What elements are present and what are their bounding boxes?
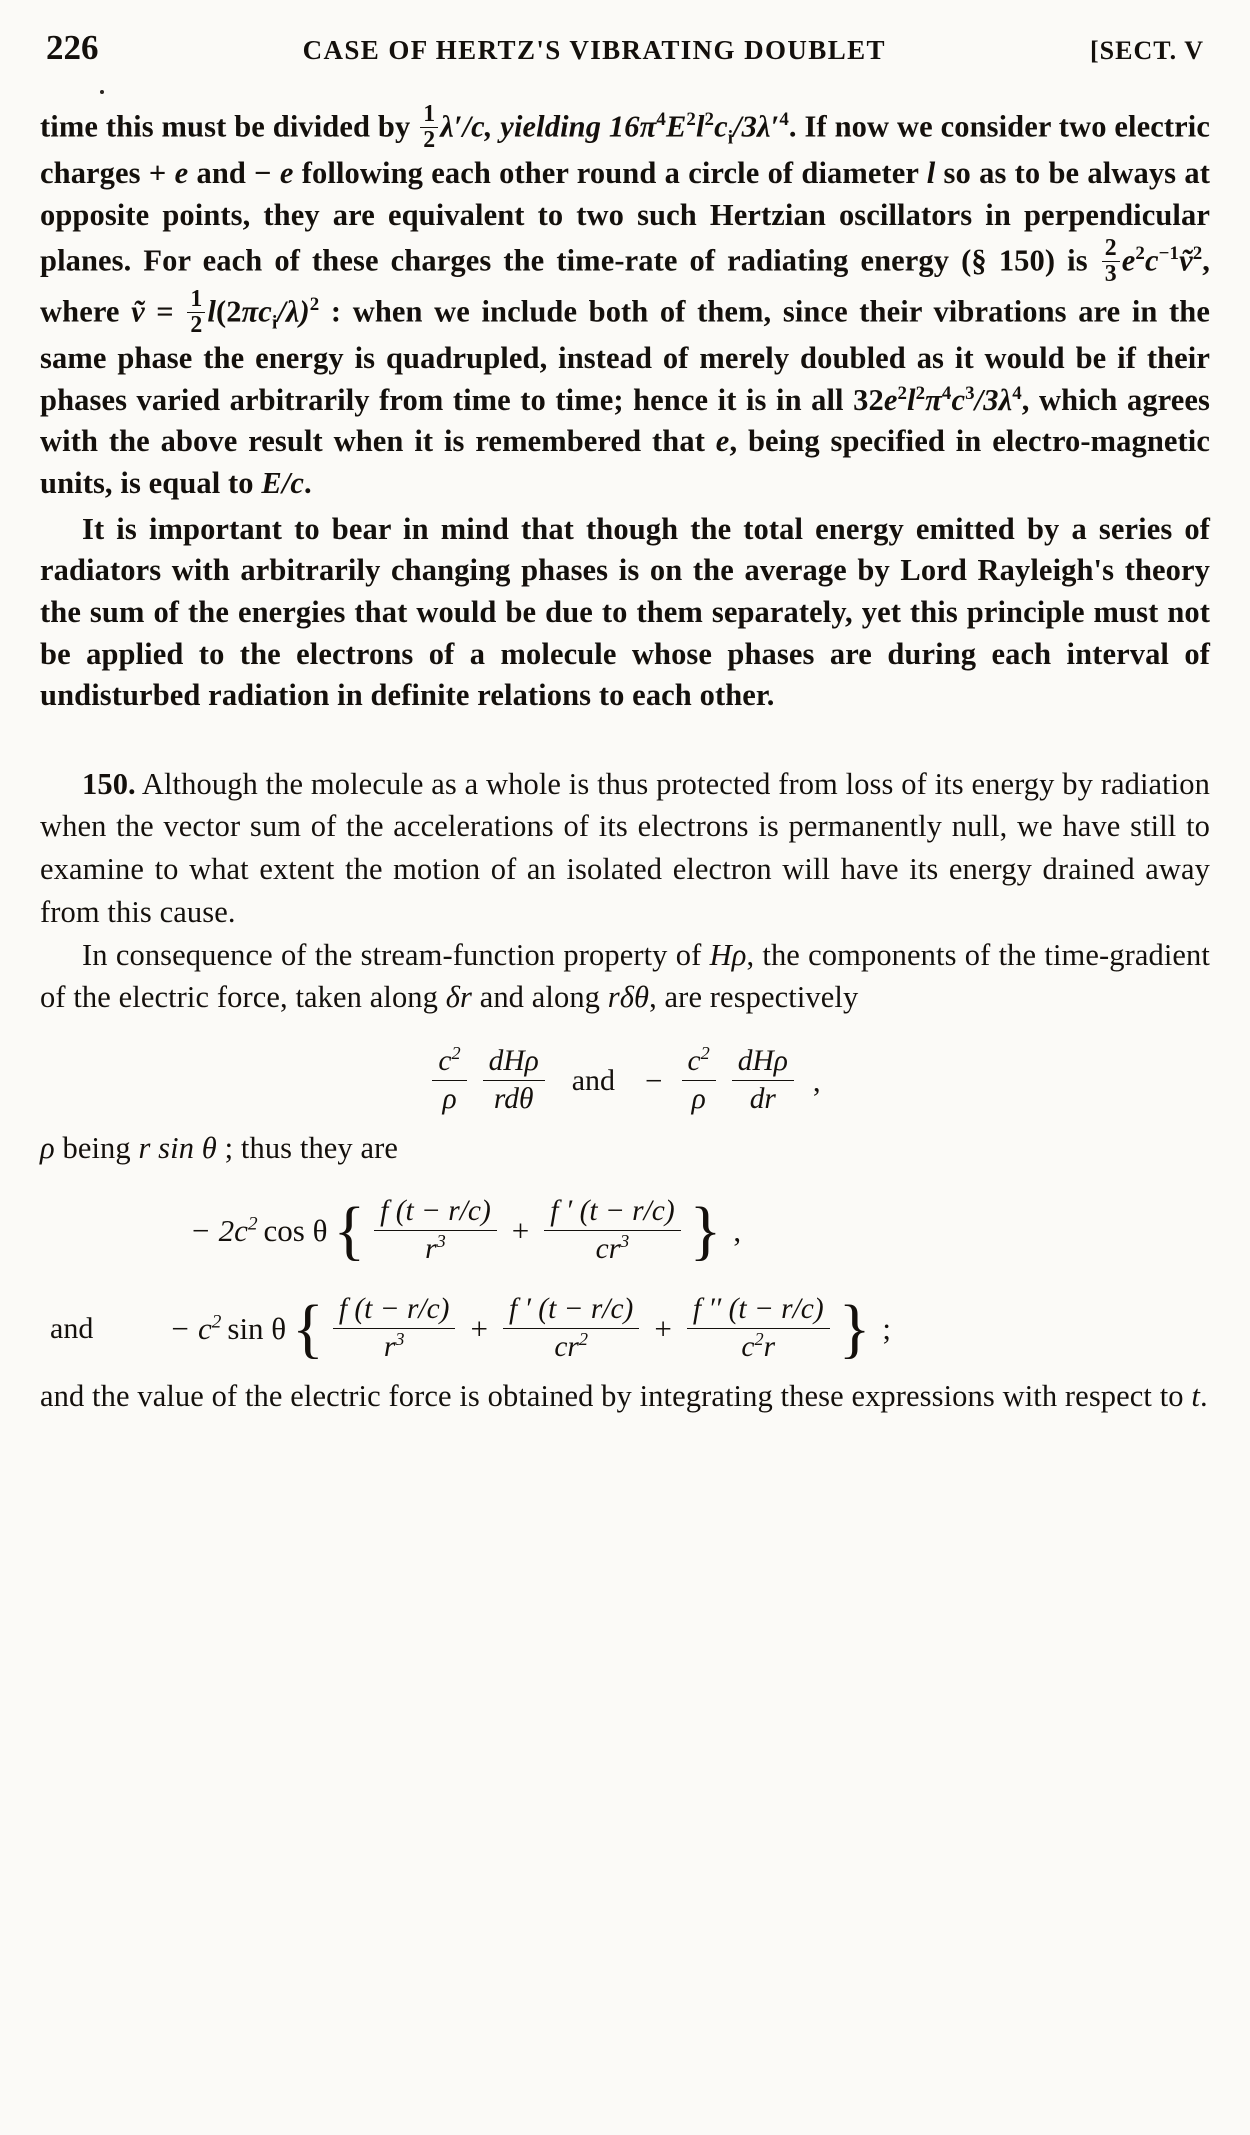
p4-r-delta-theta: rδθ (607, 980, 650, 1015)
p4-seg-2: , the components of the time-gradient of the electric force, taken along (40, 937, 1210, 1015)
running-title: CASE OF HERTZ'S VIBRATING DOUBLET (302, 35, 886, 65)
frac-denominator (544, 1230, 680, 1267)
p1-e3: e (1121, 243, 1136, 278)
eq2-lead (190, 1213, 258, 1249)
eq3-term-2 (503, 1293, 639, 1365)
eq2-lead-text: − 2c (190, 1213, 248, 1249)
eq1-term-c2-rho-b (682, 1045, 716, 1117)
frac-numerator: f ′′ (t − r/c) (692, 1293, 824, 1326)
p1-c: c (714, 109, 728, 144)
eq3-lead (169, 1311, 221, 1347)
eq1-c: c (438, 1044, 452, 1077)
p1-l3: l (207, 294, 216, 329)
p5-seg-1: being (54, 1130, 139, 1165)
eq1-c-exp: 2 (451, 1043, 461, 1064)
p1-pi3: π (925, 382, 942, 417)
eq1-tail: , (812, 1062, 821, 1098)
p1-seg-4: . If now we consider two electric charges + (40, 109, 1210, 190)
equation-2-row (40, 1195, 1210, 1267)
eq1-connector: and (571, 1063, 616, 1097)
eq2-t1-den-exp: 3 (436, 1231, 446, 1252)
eq3-t3-den-base: c (741, 1330, 755, 1363)
p1-c4: c (258, 294, 272, 329)
p1-e4-exp: 2 (897, 382, 908, 404)
eq1-term-c2-rho (432, 1045, 466, 1117)
p1-eq: = (144, 294, 186, 329)
fraction-one-half (420, 102, 438, 153)
eq3-lead-exp: 2 (211, 1311, 222, 1333)
p1-seg-6: following each other round a circle of diameter (293, 155, 927, 190)
p1-seg-14: . (304, 466, 312, 501)
p1-sub-i2: i (271, 312, 278, 334)
page-content (40, 28, 1210, 1417)
frac-denominator (503, 1328, 639, 1365)
eq2-brace-open: { (333, 1194, 366, 1268)
p5-seg-2: ; thus they are (216, 1130, 399, 1165)
p5-rsintheta: r sin θ (138, 1130, 217, 1165)
equation-1 (40, 1045, 1210, 1117)
eq1-term-dHrho-dr (732, 1045, 794, 1117)
p1-pi3-exp: 4 (941, 382, 952, 404)
p1-e3-exp: 2 (1135, 243, 1145, 265)
eq1-c-b: c (687, 1044, 701, 1077)
p1-seg-13: , being specified in electro-magnetic units, is equal to (40, 424, 1211, 501)
p1-sub-i: i (727, 127, 734, 149)
frac-numerator: 2 (1104, 235, 1117, 262)
p1-Ec: E/c (261, 466, 305, 501)
frac-numerator: f ′ (t − r/c) (550, 1195, 675, 1228)
eq3-t1-den-base: r (383, 1330, 396, 1363)
eq2-term-1 (374, 1195, 497, 1267)
frac-denominator: 3 (1102, 261, 1120, 287)
p1-c5-exp: 3 (965, 382, 975, 404)
p5-rho: ρ (40, 1130, 55, 1165)
paragraph-6 (40, 1375, 1210, 1418)
p1-lambda3-exp: 4 (1012, 382, 1022, 404)
p1-seg-9: (2 (215, 294, 242, 329)
p4-seg-4: , are respectively (649, 980, 859, 1015)
p1-seg-2: λ′/c, yielding 16 (440, 109, 640, 144)
eq1-term-dHrho-rdtheta (483, 1045, 545, 1117)
frac-numerator: f (t − r/c) (338, 1293, 450, 1326)
p1-vdot-exp: 2 (1192, 243, 1203, 265)
p1-e2: e (279, 155, 294, 190)
section-body: Although the molecule as a whole is thus protected from loss of its energy by radiation when the vector sum of the accelerations of its electrons is permanently null, we have still to examine to what extent the motion of an isolated electron will have its energy drained away from this cause. (40, 766, 1210, 929)
eq3-t1-den-exp: 3 (395, 1329, 405, 1350)
eq3-term-3 (687, 1293, 830, 1365)
p1-exp2b: 2 (309, 294, 320, 316)
eq3-lead-word: and (50, 1311, 94, 1345)
p1-lambda2: /λ) (277, 294, 310, 329)
eq2-plus: + (511, 1213, 530, 1249)
eq3-sin: sin θ (227, 1310, 287, 1346)
frac-denominator: 2 (187, 312, 205, 338)
frac-denominator: 2 (420, 127, 438, 153)
frac-denominator: ρ (432, 1080, 466, 1117)
frac-denominator: ρ (682, 1080, 716, 1117)
p1-seg-10: : when we include both of them, since their vibrations are in the same phase the energy is quadrupled, instead of merely doubled as it would be if their phases varied arbitrarily from time to time; hence it is in all 32 (40, 294, 1210, 417)
eq1-minus: − (645, 1062, 663, 1098)
p1-pi2: π (241, 294, 259, 329)
frac-denominator (687, 1328, 830, 1365)
p1-seg-12: , which agrees with the above result when it is remembered that (40, 382, 1210, 459)
p1-seg-1: time this must be divided by (40, 109, 419, 144)
eq2-lead-exp: 2 (247, 1213, 258, 1235)
frac-numerator: dHρ (737, 1044, 788, 1077)
frac-numerator (682, 1045, 716, 1080)
paragraph-3 (40, 763, 1210, 934)
eq1-c-b-exp: 2 (700, 1043, 710, 1064)
eq3-t2-den-exp: 2 (578, 1329, 588, 1350)
page-number: 226 (46, 28, 99, 67)
p1-l4: l (907, 382, 916, 417)
p1-c3-exp: −1 (1158, 243, 1180, 265)
p4-seg-3: and along (471, 980, 608, 1015)
eq3-brace-close: } (838, 1292, 871, 1366)
p1-seg-5: and − (188, 155, 280, 190)
eq3-t3-den-r: r (763, 1330, 776, 1363)
p1-seg-7: so as to be always at opposite points, they are equivalent to two such Hertzian oscillators in perpendicular planes. For each of these charges the time-rate of radiating energy (§ 150) is (40, 155, 1210, 278)
paragraph-1 (40, 102, 1210, 505)
fraction-one-half-b (187, 287, 205, 338)
p1-e5: e (715, 424, 730, 459)
p6-end: . (1199, 1378, 1208, 1413)
eq3-t3-den-exp: 2 (754, 1329, 764, 1350)
frac-denominator (333, 1328, 456, 1365)
p1-vdot2: ṽ (131, 294, 145, 329)
eq3-plus-1: + (470, 1310, 488, 1346)
p1-l2: l (926, 155, 936, 190)
p1-seg-3: /3λ′ (733, 109, 780, 144)
paragraph-5 (40, 1127, 1210, 1170)
equation-2 (40, 1195, 1210, 1267)
frac-denominator (374, 1230, 497, 1267)
p1-E-exp: 2 (686, 109, 696, 131)
frac-numerator: f ′ (t − r/c) (508, 1293, 634, 1326)
p1-l: l (695, 109, 705, 144)
frac-numerator: 1 (423, 101, 436, 127)
p4-Hrho: Hρ (709, 937, 747, 972)
running-head (40, 28, 1210, 68)
p1-c3: c (1144, 243, 1159, 278)
eq3-lead-text: − c (169, 1310, 212, 1346)
eq2-cos: cos θ (263, 1213, 328, 1249)
eq3-tail: ; (882, 1310, 891, 1346)
frac-numerator: f (t − r/c) (380, 1195, 491, 1228)
section-number: 150. (82, 766, 136, 801)
equation-1-row (40, 1045, 1210, 1117)
frac-denominator: dr (732, 1080, 794, 1117)
fraction-two-thirds (1102, 236, 1120, 287)
paragraph-4 (40, 934, 1210, 1019)
p1-l-exp: 2 (704, 109, 715, 131)
p1-seg-8: , where (40, 243, 1210, 329)
section-marker: [SECT. V (1090, 36, 1204, 65)
frac-numerator: dHρ (488, 1044, 539, 1077)
p1-vdot: ṽ (1179, 243, 1193, 278)
eq2-term-2 (544, 1195, 680, 1267)
p1-l4-exp: 2 (915, 382, 926, 404)
p1-exp4: 4 (656, 109, 666, 131)
eq3-plus-2: + (654, 1310, 672, 1346)
frac-numerator: 1 (190, 286, 203, 313)
eq2-t1-den-base: r (425, 1233, 437, 1266)
p1-seg-11: /3λ (974, 382, 1013, 417)
eq2-t2-den-base: cr (595, 1233, 621, 1266)
equation-3 (40, 1293, 1210, 1365)
p1-e4: e (883, 382, 898, 417)
eq2-brace-close: } (689, 1194, 722, 1268)
p1-pi: π (639, 109, 657, 144)
p6-seg-1: and the value of the electric force is obtained by integrating these expressions with respect to (40, 1378, 1192, 1413)
p1-e1: e (174, 155, 189, 190)
p4-delta-r: δr (445, 980, 472, 1015)
frac-numerator (432, 1045, 466, 1080)
eq3-t2-den-base: cr (554, 1330, 579, 1363)
p4-seg-1: In consequence of the stream-function property of (82, 937, 710, 972)
eq3-term-1 (333, 1293, 456, 1365)
eq3-brace-open: { (292, 1292, 324, 1366)
p6-t: t (1191, 1378, 1200, 1413)
ink-artifact (100, 90, 104, 94)
eq2-tail: , (733, 1213, 742, 1249)
equation-3-row (40, 1293, 1210, 1365)
paragraph-2: It is important to bear in mind that though the total energy emitted by a series of radiators with arbitrarily changing phases is on the average by Lord Rayleigh's theory the sum of the energies that would be due to them separately, yet this principle must not be applied to the electrons of a molecule whose phases are during each interval of undisturbed radiation in definite relations to each other. (40, 511, 1210, 713)
frac-denominator: rdθ (483, 1080, 545, 1117)
eq2-t2-den-exp: 3 (620, 1231, 630, 1252)
section-gap (40, 717, 1210, 763)
p1-E: E (665, 109, 687, 144)
p1-c5: c (951, 382, 966, 417)
p1-lambda-exp: 4 (779, 109, 789, 131)
